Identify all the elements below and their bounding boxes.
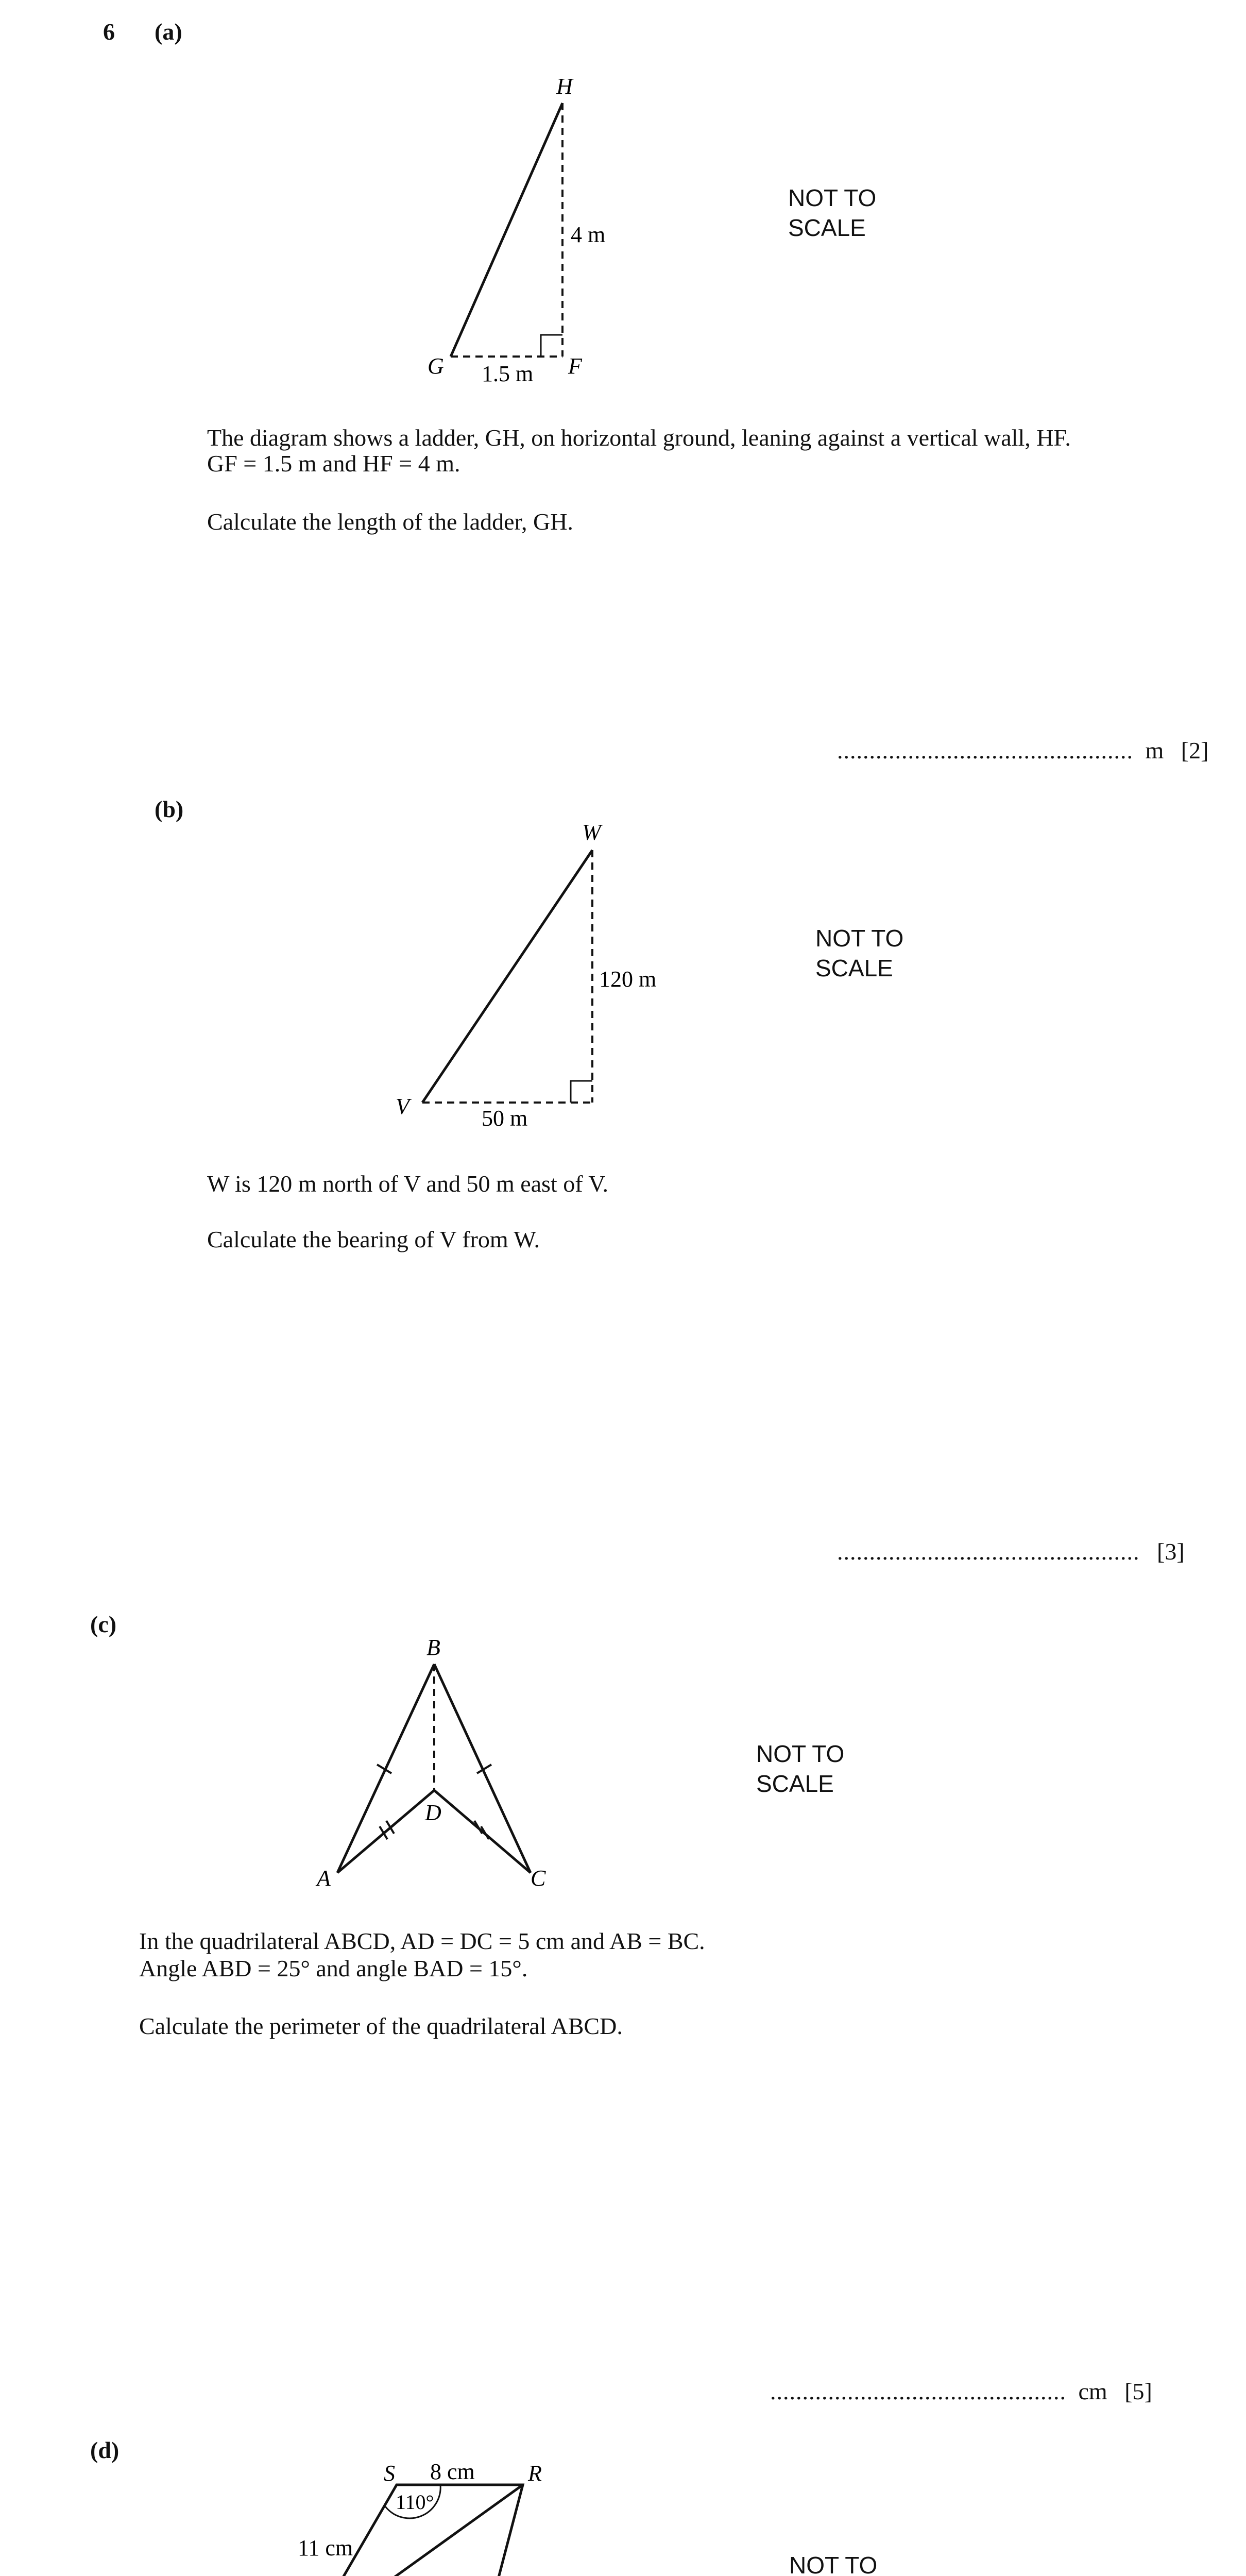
part-a-text-line1: The diagram shows a ladder, GH, on horizontal ground, leaning against a vertical wall, HF.: [207, 425, 1071, 451]
label-f: F: [568, 353, 582, 379]
not-to-scale-d: NOT TO: [789, 2552, 878, 2576]
not-to-scale-b: NOT TO SCALE: [815, 925, 904, 981]
label-s: S: [384, 2461, 395, 2486]
answer-dots: ...............................................: [837, 1538, 1140, 1565]
part-a-label: (a): [155, 19, 182, 45]
label-g: G: [428, 353, 444, 379]
label-v: V: [396, 1094, 409, 1119]
label-side-hf: 4 m: [571, 222, 606, 247]
not-to-scale-a: NOT TO SCALE: [788, 184, 877, 241]
part-c-label: (c): [90, 1611, 117, 1637]
part-c-instruction: Calculate the perimeter of the quadrilateral ABCD.: [139, 2013, 623, 2039]
marks-a: [2]: [1181, 737, 1209, 764]
marks-b: [3]: [1157, 1538, 1185, 1565]
label-angle-s: 110°: [396, 2490, 434, 2514]
label-side-gf: 1.5 m: [482, 361, 534, 386]
answer-unit: m: [1145, 737, 1164, 764]
label-b: B: [426, 1635, 440, 1660]
not-to-scale-c: NOT TO SCALE: [756, 1740, 845, 1797]
answer-unit: cm: [1078, 2378, 1107, 2404]
label-side-50: 50 m: [482, 1106, 528, 1131]
label-a: A: [317, 1866, 331, 1891]
question-number: 6: [103, 19, 115, 45]
part-a-text-line2: GF = 1.5 m and HF = 4 m.: [207, 450, 460, 477]
label-w: W: [582, 820, 601, 845]
answer-dots: ..............................................: [770, 2378, 1066, 2404]
label-c: C: [531, 1866, 546, 1891]
part-c-text-line1: In the quadrilateral ABCD, AD = DC = 5 cm and AB = BC.: [139, 1928, 705, 1954]
answer-dots: ..............................................: [837, 737, 1133, 764]
label-h: H: [556, 74, 573, 99]
part-b-label: (b): [155, 796, 184, 822]
label-side-sr: 8 cm: [430, 2459, 475, 2484]
label-d: D: [425, 1800, 441, 1825]
part-b-text-line1: W is 120 m north of V and 50 m east of V.: [207, 1171, 609, 1197]
label-r: R: [528, 2461, 542, 2486]
part-b-instruction: Calculate the bearing of V from W.: [207, 1226, 540, 1252]
label-side-ps: 11 cm: [298, 2535, 353, 2561]
part-a-instruction: Calculate the length of the ladder, GH.: [207, 509, 573, 535]
part-d-label: (d): [90, 2437, 120, 2463]
marks-c: [5]: [1124, 2378, 1152, 2404]
part-c-text-line2: Angle ABD = 25° and angle BAD = 15°.: [139, 1955, 528, 1981]
label-side-120: 120 m: [599, 967, 657, 992]
